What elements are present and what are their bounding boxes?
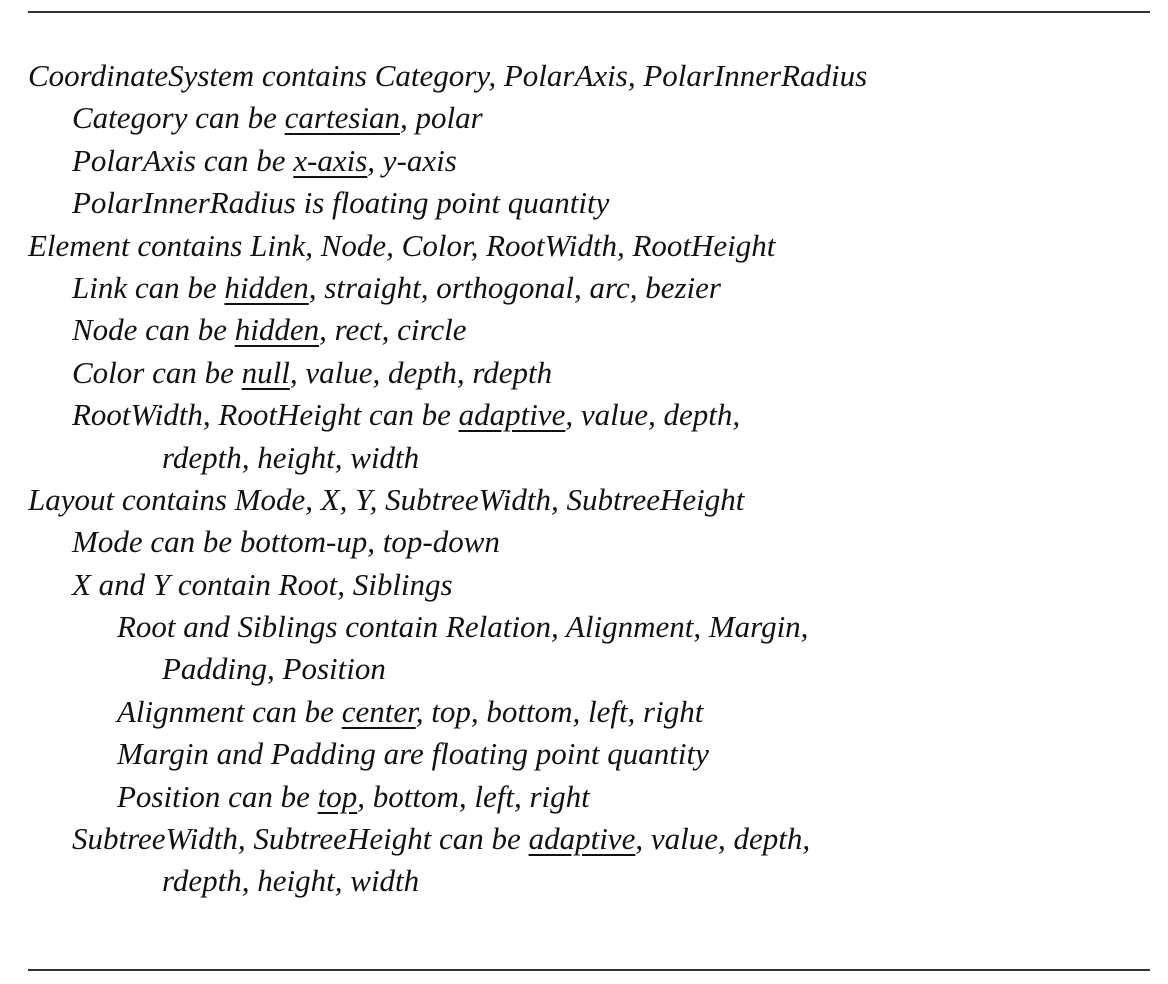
line-text: Mode can be bottom-up, top-down	[72, 524, 500, 560]
line-text: , value, depth,	[635, 821, 811, 857]
default-value: null	[241, 354, 290, 390]
grammar-specification	[28, 55, 1150, 903]
line-text: Element contains Link, Node, Color, RootWidth, RootHeight	[28, 227, 776, 263]
line-text: Category can be	[72, 100, 285, 136]
bottom-rule	[28, 969, 1150, 971]
line-text: , top, bottom, left, right	[415, 693, 704, 729]
line-text: RootWidth, RootHeight can be	[72, 397, 459, 433]
grammar-line	[28, 437, 1150, 479]
grammar-line	[28, 479, 1150, 521]
default-value: center	[341, 693, 416, 729]
default-value: cartesian	[284, 100, 401, 136]
line-text: Color can be	[72, 354, 242, 390]
grammar-line	[28, 648, 1150, 690]
default-value: hidden	[224, 269, 309, 305]
grammar-line	[28, 776, 1150, 818]
grammar-line	[28, 818, 1150, 860]
line-text: X and Y contain Root, Siblings	[72, 566, 453, 602]
default-value: top	[317, 778, 358, 814]
top-rule	[28, 11, 1150, 13]
line-text: , value, depth,	[565, 397, 741, 433]
default-value: x-axis	[293, 142, 368, 178]
line-text: Node can be	[72, 312, 235, 348]
grammar-line	[28, 860, 1150, 902]
line-text: Layout contains Mode, X, Y, SubtreeWidth, SubtreeHeight	[28, 481, 745, 517]
default-value: adaptive	[528, 821, 636, 857]
line-text: , polar	[400, 100, 483, 136]
grammar-line	[28, 97, 1150, 139]
grammar-line	[28, 691, 1150, 733]
line-text: Padding, Position	[162, 651, 386, 687]
grammar-line	[28, 564, 1150, 606]
line-text: Position can be	[117, 778, 318, 814]
line-text: , value, depth, rdepth	[289, 354, 553, 390]
grammar-line	[28, 394, 1150, 436]
grammar-line	[28, 182, 1150, 224]
line-text: , bottom, left, right	[357, 778, 590, 814]
default-value: hidden	[234, 312, 320, 348]
line-text: CoordinateSystem contains Category, PolarAxis, PolarInnerRadius	[28, 58, 868, 93]
grammar-line	[28, 55, 1150, 97]
default-value: adaptive	[458, 397, 566, 433]
grammar-line	[28, 309, 1150, 351]
line-text: Margin and Padding are floating point quantity	[117, 736, 709, 772]
grammar-line	[28, 606, 1150, 648]
line-text: rdepth, height, width	[162, 439, 420, 475]
grammar-line	[28, 733, 1150, 775]
grammar-line	[28, 352, 1150, 394]
line-text: PolarInnerRadius is floating point quantity	[72, 185, 610, 221]
grammar-line	[28, 140, 1150, 182]
line-text: , y-axis	[367, 142, 457, 178]
line-text: , straight, orthogonal, arc, bezier	[308, 269, 721, 305]
grammar-line	[28, 267, 1150, 309]
line-text: Alignment can be	[117, 693, 342, 729]
line-text: SubtreeWidth, SubtreeHeight can be	[72, 821, 529, 857]
grammar-line	[28, 521, 1150, 563]
line-text: rdepth, height, width	[162, 863, 420, 899]
grammar-line	[28, 225, 1150, 267]
line-text: Link can be	[72, 269, 225, 305]
line-text: Root and Siblings contain Relation, Alignment, Margin,	[117, 609, 809, 645]
line-text: PolarAxis can be	[72, 142, 294, 178]
line-text: , rect, circle	[319, 312, 467, 348]
